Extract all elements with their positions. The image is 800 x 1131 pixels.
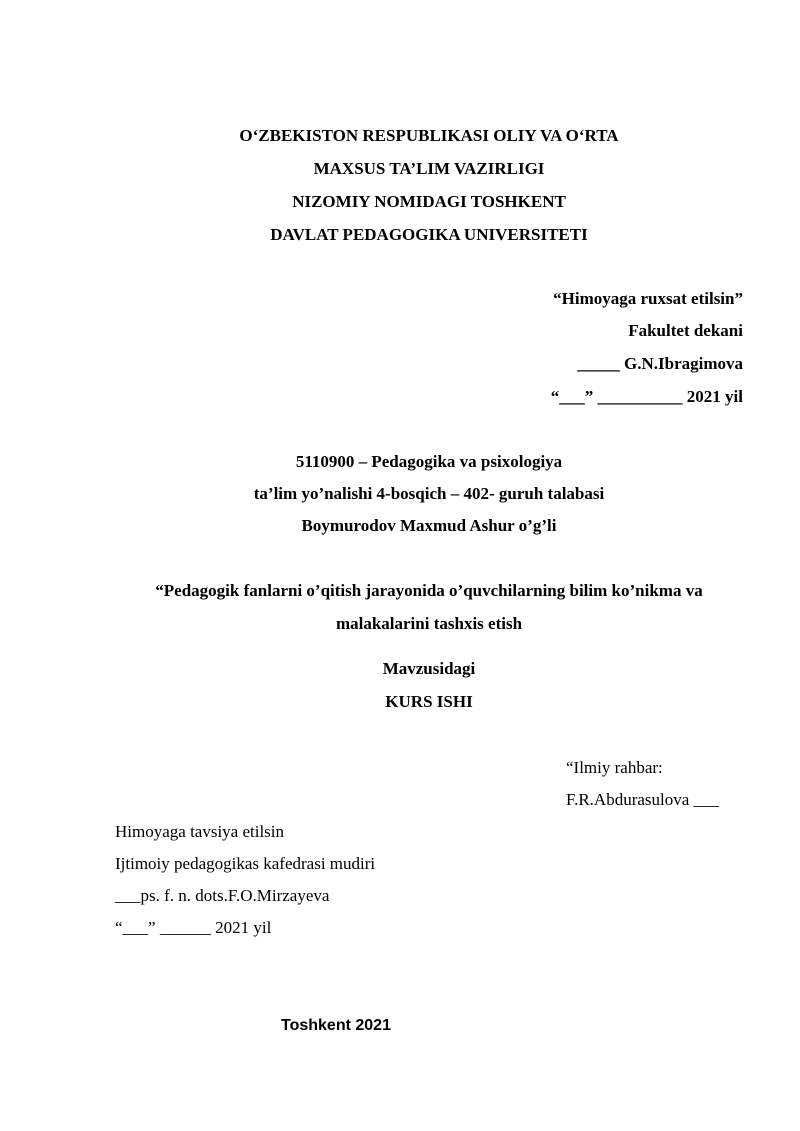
student-name: Boymurodov Maxmud Ashur o’g’li (301, 516, 557, 535)
approval-line-4: “___” __________ 2021 yil (550, 387, 743, 406)
student-line-2: ta’lim yo’nalishi 4-bosqich – 402- guruh talabasi (253, 484, 605, 503)
recommendation-line-3: ___ps. f. n. dots.F.O.Mirzayeva (115, 886, 330, 905)
header-line-3: NIZOMIY NOMIDAGI TOSHKENT (292, 192, 566, 211)
recommendation-line-4: “___” ______ 2021 yil (115, 918, 272, 937)
recommendation-line-1: Himoyaga tavsiya etilsin (115, 822, 285, 841)
header-line-1: O‘ZBEKISTON RESPUBLIKASI OLIY VA O‘RTA (239, 126, 619, 145)
student-line-1: 5110900 – Pedagogika va psixologiya (295, 452, 563, 471)
approval-line-1: “Himoyaga ruxsat etilsin” (553, 289, 743, 308)
topic-line-2: malakalarini tashxis etish (335, 614, 523, 633)
topic-line-1: “Pedagogik fanlarni o’qitish jarayonida o’quvchilarning bilim ko’nikma va (155, 581, 703, 600)
header-line-2: MAXSUS TA’LIM VAZIRLIGI (313, 159, 545, 178)
header-line-4: DAVLAT PEDAGOGIKA UNIVERSITETI (270, 225, 588, 244)
work-subtitle: Mavzusidagi (382, 659, 476, 678)
footer-place-year: Toshkent 2021 (281, 1017, 391, 1034)
work-title: KURS ISHI (385, 692, 473, 711)
approval-line-3: _____ G.N.Ibragimova (577, 354, 743, 373)
approval-line-2: Fakultet dekani (628, 321, 743, 340)
recommendation-line-2: Ijtimoiy pedagogikas kafedrasi mudiri (115, 854, 376, 873)
supervisor-name: F.R.Abdurasulova ___ (566, 790, 720, 809)
supervisor-label: “Ilmiy rahbar: (566, 758, 663, 777)
